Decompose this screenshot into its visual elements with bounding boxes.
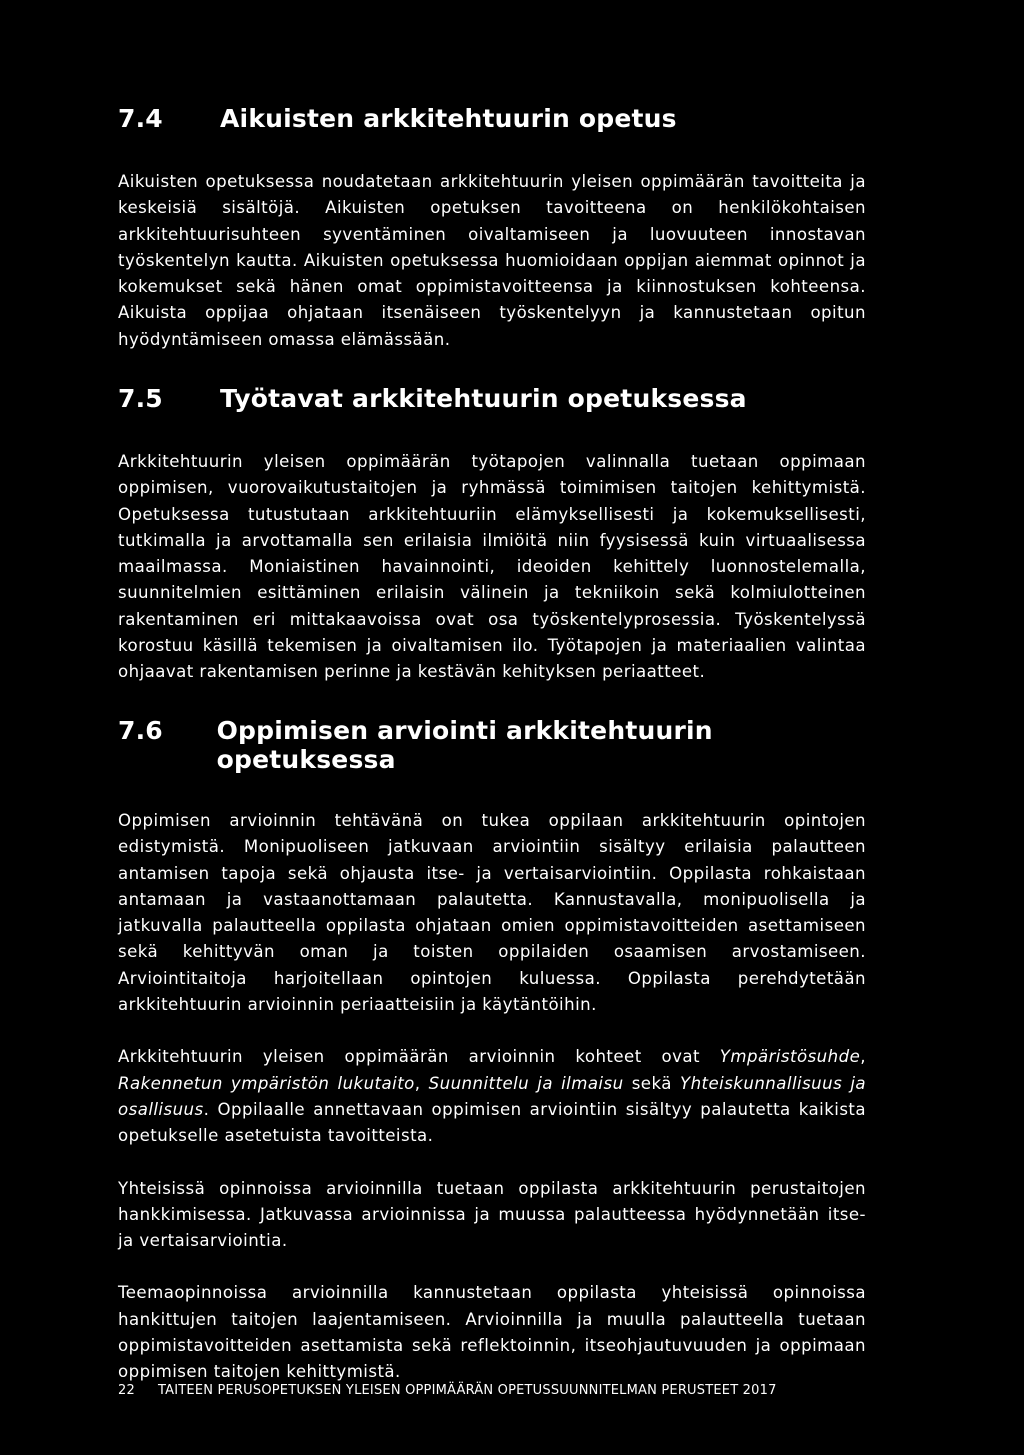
paragraph: Aikuisten opetuksessa noudatetaan arkkitehtuurin yleisen oppimäärän tavoitteita ja keskeisiä sisältöjä. Aikuisten opetuksen tavoitteena on henkilökohtaisen arkkitehtuurisuhteen syventäminen oivaltamiseen ja luovuuteen innostavan työskentelyn kautta. Aikuisten opetuksessa huomioidaan oppijan aiemmat opinnot ja kokemukset sekä hänen omat oppimistavoitteensa ja kiinnostuksen kohteensa. Aikuista oppijaa ohjataan itsenäiseen työskentelyyn ja kannustetaan opitun hyödyntämiseen omassa elämässään. <box>118 172 866 349</box>
section-number: 7.4 <box>118 104 163 133</box>
italic-term: Rakennetun ympäristön lukutaito <box>118 1073 415 1093</box>
paragraph-assessment-targets <box>118 1044 866 1149</box>
text-run: , <box>860 1047 866 1067</box>
publication-title: TAITEEN PERUSOPETUKSEN YLEISEN OPPIMÄÄRÄN OPETUSSUUNNITELMAN PERUSTEET 2017 <box>158 1383 777 1398</box>
text-run: , <box>414 1073 429 1093</box>
paragraph: Arkkitehtuurin yleisen oppimäärän työtapojen valinnalla tuetaan oppimaan oppimisen, vuorovaikutustaitojen ja ryhmässä toimimisen taitojen kehittymistä. Opetuksessa tutustutaan arkkitehtuuriin elämyksellisesti ja kokemuksellisesti, tutkimalla ja arvottamalla sen erilaisia ilmiöitä niin fyysisessä kuin virtuaalisessa maailmassa. Moniaistinen havainnointi, ideoiden kehittely luonnostelemalla, suunnitelmien esittäminen erilaisin välinein ja tekniikoin sekä kolmiulotteinen rakentaminen eri mittakaavoissa ovat osa työskentelyprosessia. Työskentelyssä korostuu käsillä tekemisen ja oivaltamisen ilo. Työtapojen ja materiaalien valintaa ohjaavat rakentamisen perinne ja kestävän kehityksen periaatteet. <box>118 452 866 682</box>
section-7-6 <box>118 716 878 1386</box>
text-run: sekä <box>623 1073 680 1093</box>
paragraph: Yhteisissä opinnoissa arvioinnilla tuetaan oppilasta arkkitehtuurin perustaitojen hankkimisessa. Jatkuvassa arvioinnissa ja muussa palautteessa hyödynnetään itse- ja vertaisarviointia. <box>118 1178 866 1251</box>
section-number: 7.5 <box>118 384 163 413</box>
section-number: 7.6 <box>118 716 163 745</box>
section-heading <box>118 716 878 774</box>
section-7-4 <box>118 104 878 353</box>
section-title: Oppimisen arviointi arkkitehtuurin opetuksessa <box>216 716 713 774</box>
section-title: Aikuisten arkkitehtuurin opetus <box>220 104 677 133</box>
text-run: . Oppilaalle annettavaan oppimisen arviointiin sisältyy palautetta kaikista opetukselle asetetuista tavoitteista. <box>118 1099 866 1146</box>
paragraph: Teemaopinnoissa arvioinnilla kannustetaan oppilasta yhteisissä opinnoissa hankittujen taitojen laajentamiseen. Arvioinnilla ja muulla palautteella tuetaan oppimistavoitteiden asettamista sekä reflektoinnin, itseohjautuvuuden ja oppimaan oppimisen taitojen kehittymistä. <box>118 1283 866 1382</box>
section-title: Työtavat arkkitehtuurin opetuksessa <box>220 384 747 413</box>
italic-term: Suunnittelu ja ilmaisu <box>428 1073 624 1093</box>
section-heading <box>118 104 878 133</box>
italic-term: Yhteiskunnallisuus ja osallisuus <box>118 1073 867 1119</box>
section-7-5 <box>118 384 878 686</box>
text-run: Arkkitehtuurin yleisen oppimäärän arvioinnin kohteet ovat <box>118 1047 720 1067</box>
page-footer <box>118 1383 777 1398</box>
italic-term: Ympäristösuhde <box>719 1047 861 1067</box>
section-heading <box>118 384 878 413</box>
page-number: 22 <box>118 1383 135 1398</box>
paragraph: Oppimisen arvioinnin tehtävänä on tukea oppilaan arkkitehtuurin opintojen edistymistä. Monipuoliseen jatkuvaan arviointiin sisältyy erilaisia palautteen antamisen tapoja sekä ohjausta itse- ja vertaisarviointiin. Oppilasta rohkaistaan antamaan ja vastaanottamaan palautetta. Kannustavalla, monipuolisella ja jatkuvalla palautteella oppilasta ohjataan omien oppimistavoitteiden asettamiseen sekä kehittyvän oman ja toisten oppilaiden osaamisen arvostamiseen. Arviointitaitoja harjoitellaan opintojen kuluessa. Oppilasta perehdytetään arkkitehtuurin arvioinnin periaatteisiin ja käytäntöihin. <box>118 811 866 1015</box>
